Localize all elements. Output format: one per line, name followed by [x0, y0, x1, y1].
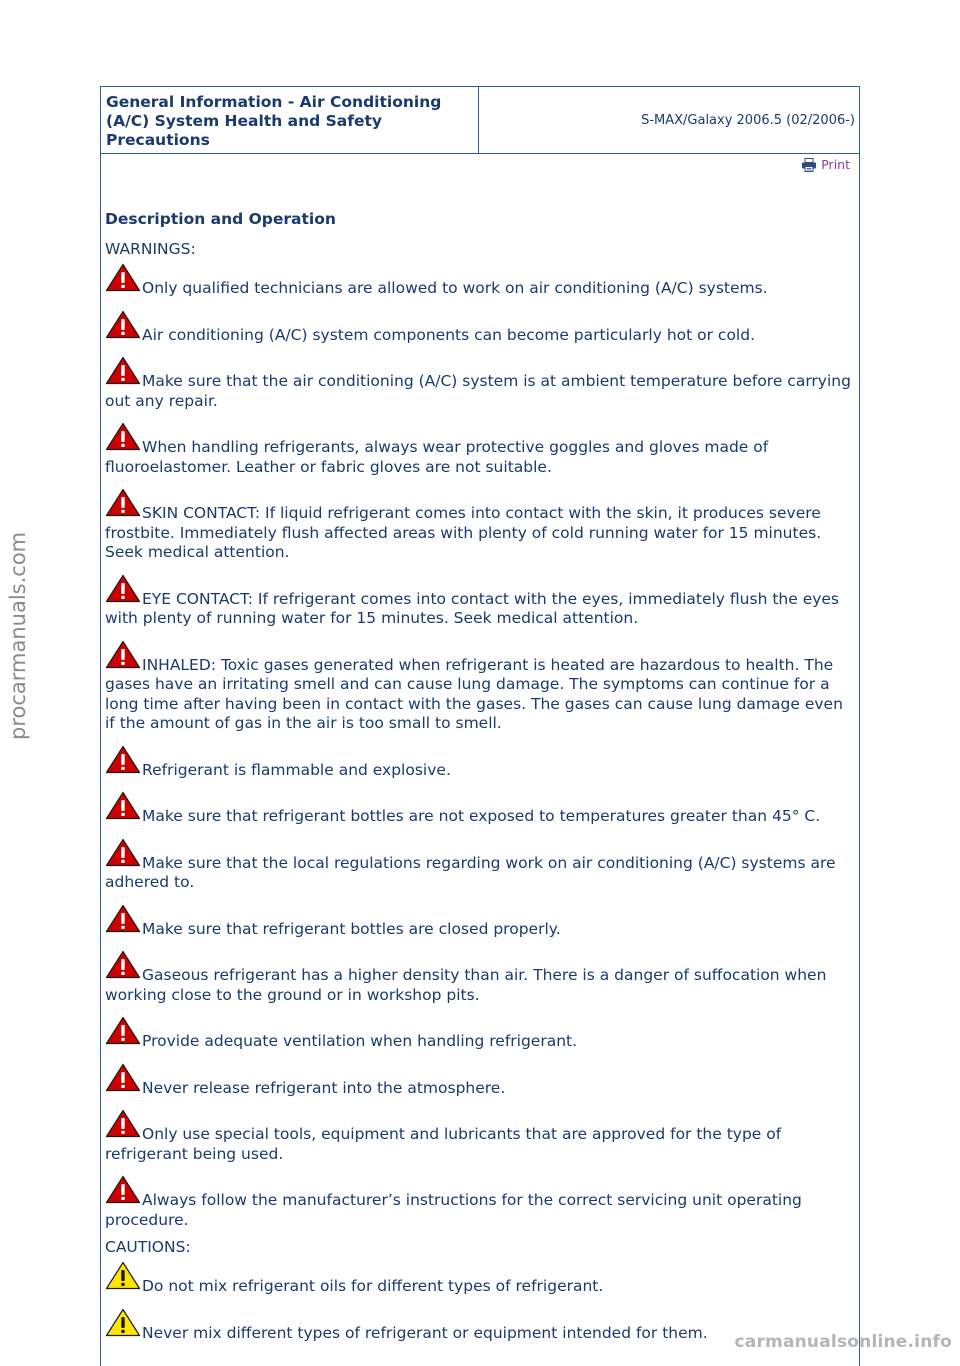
- item-text: Never release refrigerant into the atmosphere.: [142, 1078, 506, 1097]
- document-content: [105, 209, 851, 1354]
- item-text: Refrigerant is flammable and explosive.: [142, 760, 451, 779]
- item-text: EYE CONTACT: If refrigerant comes into contact with the eyes, immediately flush the eyes with plenty of running water for 15 minutes. Seek medical attention.: [105, 589, 840, 627]
- item-text: SKIN CONTACT: If liquid refrigerant comes into contact with the skin, it produces severe frostbite. Immediately flush affected areas with plenty of cold running water for 15 minutes. Seek medical attention.: [105, 504, 822, 561]
- item-text: Gaseous refrigerant has a higher density than air. There is a danger of suffocation when working close to the ground or in workshop pits.: [105, 966, 827, 1004]
- warning-red-triangle-icon: [105, 640, 141, 675]
- warning-red-triangle-icon: [105, 310, 141, 345]
- item-text: Never mix different types of refrigerant or equipment intended for them.: [142, 1323, 708, 1342]
- warning-red-triangle-icon: [105, 1016, 141, 1051]
- cautions-list: [105, 1261, 851, 1343]
- warning-item: [105, 1109, 851, 1164]
- warning-item: [105, 263, 851, 299]
- item-text: Air conditioning (A/C) system components can become particularly hot or cold.: [142, 325, 755, 344]
- caution-item: [105, 1261, 851, 1297]
- warning-item: [105, 950, 851, 1005]
- item-text: INHALED: Toxic gases generated when refrigerant is heated are hazardous to health. The gases have an irritating smell and can cause lung damage. The symptoms can continue for a long time after having been in contact with the gases. The gases can cause lung damage even if the amount of gas in the air is too small to smell.: [105, 655, 843, 732]
- item-text: Make sure that the local regulations regarding work on air conditioning (A/C) systems are adhered to.: [105, 853, 836, 891]
- warning-item: [105, 488, 851, 563]
- item-text: Only qualified technicians are allowed to work on air conditioning (A/C) systems.: [142, 279, 768, 297]
- warning-red-triangle-icon: [105, 745, 141, 780]
- caution-yellow-triangle-icon: [105, 1308, 141, 1343]
- item-text: Make sure that refrigerant bottles are not exposed to temperatures greater than 45° C.: [142, 807, 821, 825]
- warning-item: [105, 904, 851, 940]
- item-text: When handling refrigerants, always wear protective goggles and gloves made of fluoroelastomer. Leather or fabric gloves are not suitable.: [105, 438, 769, 476]
- warning-item: [105, 791, 851, 827]
- warning-item: [105, 1175, 851, 1230]
- item-text: Do not mix refrigerant oils for different types of refrigerant.: [142, 1277, 604, 1295]
- warning-red-triangle-icon: [105, 488, 141, 523]
- printer-icon: [801, 158, 817, 172]
- caution-yellow-triangle-icon: [105, 1261, 141, 1296]
- warning-red-triangle-icon: [105, 1063, 141, 1098]
- warning-red-triangle-icon: [105, 838, 141, 873]
- warning-item: [105, 745, 851, 781]
- item-text: Only use special tools, equipment and lubricants that are approved for the type of refrigerant being used.: [105, 1125, 782, 1163]
- warning-red-triangle-icon: [105, 574, 141, 609]
- item-text: Make sure that refrigerant bottles are closed properly.: [142, 919, 561, 938]
- section-title: Description and Operation: [105, 210, 336, 228]
- side-watermark: procarmanuals.com: [6, 531, 30, 740]
- item-text: Provide adequate ventilation when handling refrigerant.: [142, 1032, 578, 1050]
- warning-red-triangle-icon: [105, 356, 141, 391]
- document-header: [101, 87, 859, 154]
- warning-red-triangle-icon: [105, 422, 141, 457]
- model-label: S-MAX/Galaxy 2006.5 (02/2006-): [641, 112, 855, 128]
- print-button[interactable]: [801, 157, 850, 172]
- print-label: Print: [821, 157, 850, 172]
- warning-red-triangle-icon: [105, 1109, 141, 1144]
- item-text: Always follow the manufacturer’s instructions for the correct servicing unit operating procedure.: [105, 1191, 802, 1229]
- warning-red-triangle-icon: [105, 1175, 141, 1210]
- item-text: Make sure that the air conditioning (A/C) system is at ambient temperature before carrying out any repair.: [105, 372, 851, 410]
- warnings-label: WARNINGS:: [105, 240, 196, 258]
- warning-item: [105, 838, 851, 893]
- warning-item: [105, 1016, 851, 1052]
- warning-item: [105, 640, 851, 734]
- warning-red-triangle-icon: [105, 263, 141, 298]
- page-title: General Information - Air Conditioning (A/C) System Health and Safety Precautions: [101, 87, 479, 153]
- warnings-list: [105, 263, 851, 1230]
- document-frame: [100, 86, 860, 1366]
- warning-red-triangle-icon: [105, 904, 141, 939]
- warning-item: [105, 574, 851, 629]
- cautions-label: CAUTIONS:: [105, 1238, 191, 1256]
- bottom-watermark: carmanualsonline.info: [734, 1332, 952, 1352]
- warning-red-triangle-icon: [105, 791, 141, 826]
- warning-item: [105, 422, 851, 477]
- warning-item: [105, 310, 851, 346]
- warning-red-triangle-icon: [105, 950, 141, 985]
- warning-item: [105, 1063, 851, 1099]
- warning-item: [105, 356, 851, 411]
